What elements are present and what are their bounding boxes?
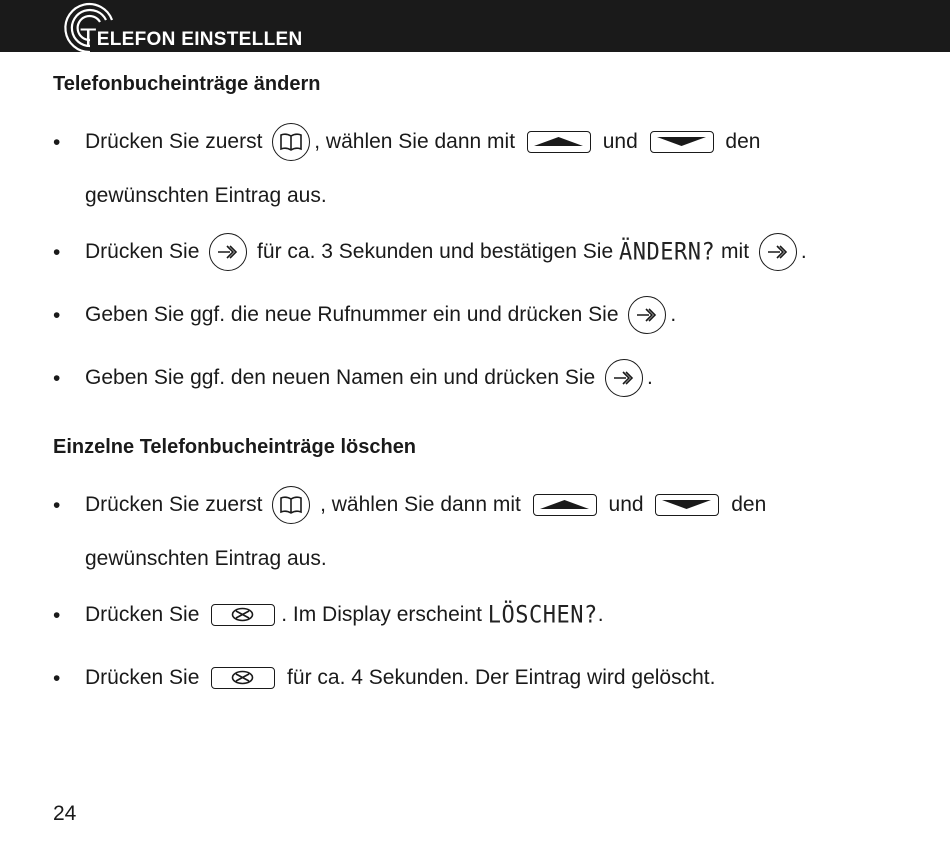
delete-key bbox=[211, 667, 275, 689]
bullet: • bbox=[53, 604, 61, 627]
ok-key bbox=[209, 233, 247, 271]
ok-key bbox=[628, 296, 666, 334]
lcd-display-text: LÖSCHEN? bbox=[487, 601, 598, 629]
instruction-text: und bbox=[602, 493, 650, 516]
instruction-line bbox=[85, 358, 653, 398]
up-arrow-icon bbox=[528, 132, 589, 151]
instruction-text: . bbox=[800, 240, 807, 263]
instruction-line bbox=[85, 295, 676, 335]
instruction-text: . bbox=[670, 303, 677, 326]
instruction-text: den bbox=[725, 493, 767, 516]
instruction-continuation bbox=[85, 176, 327, 216]
up-key bbox=[533, 494, 597, 516]
phonebook-icon bbox=[279, 131, 303, 153]
down-arrow-icon bbox=[651, 132, 712, 151]
instruction-text: gewünschten Eintrag aus. bbox=[85, 547, 327, 570]
ok-arrow-icon bbox=[635, 304, 661, 326]
up-arrow-icon bbox=[534, 495, 595, 514]
ok-key bbox=[605, 359, 643, 397]
bullet: • bbox=[53, 131, 61, 154]
phonebook-key bbox=[272, 486, 310, 524]
down-arrow-icon bbox=[656, 495, 717, 514]
instruction-text: für ca. 3 Sekunden und bestätigen Sie bbox=[251, 240, 619, 263]
instruction-text: , wählen Sie dann mit bbox=[314, 493, 527, 516]
ok-arrow-icon bbox=[216, 241, 242, 263]
instruction-text: Geben Sie ggf. die neue Rufnummer ein und drücken Sie bbox=[85, 303, 625, 326]
down-key bbox=[655, 494, 719, 516]
instruction-text: . bbox=[647, 366, 653, 389]
instruction-text: Drücken Sie zuerst bbox=[85, 493, 269, 516]
instruction-text: Geben Sie ggf. den neuen Namen ein und drücken Sie bbox=[85, 366, 602, 389]
instruction-line bbox=[85, 485, 766, 525]
up-key bbox=[527, 131, 591, 153]
ok-arrow-icon bbox=[612, 367, 638, 389]
instruction-line bbox=[85, 122, 760, 162]
bullet: • bbox=[53, 304, 61, 327]
instruction-line bbox=[85, 232, 807, 272]
header-bar bbox=[0, 0, 950, 52]
ok-key bbox=[759, 233, 797, 271]
page-number: 24 bbox=[53, 802, 77, 825]
section-heading-edit: Telefonbucheinträge ändern bbox=[53, 73, 321, 95]
phonebook-icon bbox=[279, 494, 303, 516]
instruction-text: für ca. 4 Sekunden. Der Eintrag wird gelöscht. bbox=[281, 666, 716, 689]
instruction-text: Drücken Sie bbox=[85, 240, 206, 263]
instruction-line bbox=[85, 595, 604, 635]
instruction-text: gewünschten Eintrag aus. bbox=[85, 184, 327, 207]
bullet: • bbox=[53, 494, 61, 517]
page-header-title bbox=[80, 21, 302, 52]
bullet: • bbox=[53, 241, 61, 264]
instruction-continuation bbox=[85, 539, 327, 579]
instruction-text: . bbox=[597, 603, 604, 626]
instruction-text: den bbox=[719, 130, 761, 153]
lcd-display-text: ÄNDERN? bbox=[618, 238, 716, 266]
instruction-text: Drücken Sie bbox=[85, 666, 206, 689]
instruction-text: und bbox=[596, 130, 644, 153]
section-heading-delete: Einzelne Telefonbucheinträge löschen bbox=[53, 436, 417, 458]
header-title-rest: ELEFON EINSTELLEN bbox=[96, 29, 303, 50]
instruction-text: Drücken Sie bbox=[85, 603, 206, 626]
instruction-text: Drücken Sie zuerst bbox=[85, 130, 269, 153]
instruction-line bbox=[85, 658, 715, 698]
delete-icon bbox=[212, 668, 273, 687]
header-first-letter: T bbox=[80, 23, 97, 53]
delete-key bbox=[211, 604, 275, 626]
phonebook-key bbox=[272, 123, 310, 161]
instruction-text: , wählen Sie dann mit bbox=[314, 130, 521, 153]
delete-icon bbox=[212, 605, 273, 624]
bullet: • bbox=[53, 667, 61, 690]
instruction-text: mit bbox=[715, 240, 755, 263]
ok-arrow-icon bbox=[766, 241, 792, 263]
down-key bbox=[650, 131, 714, 153]
bullet: • bbox=[53, 367, 61, 390]
instruction-text: . Im Display erscheint bbox=[281, 603, 488, 626]
